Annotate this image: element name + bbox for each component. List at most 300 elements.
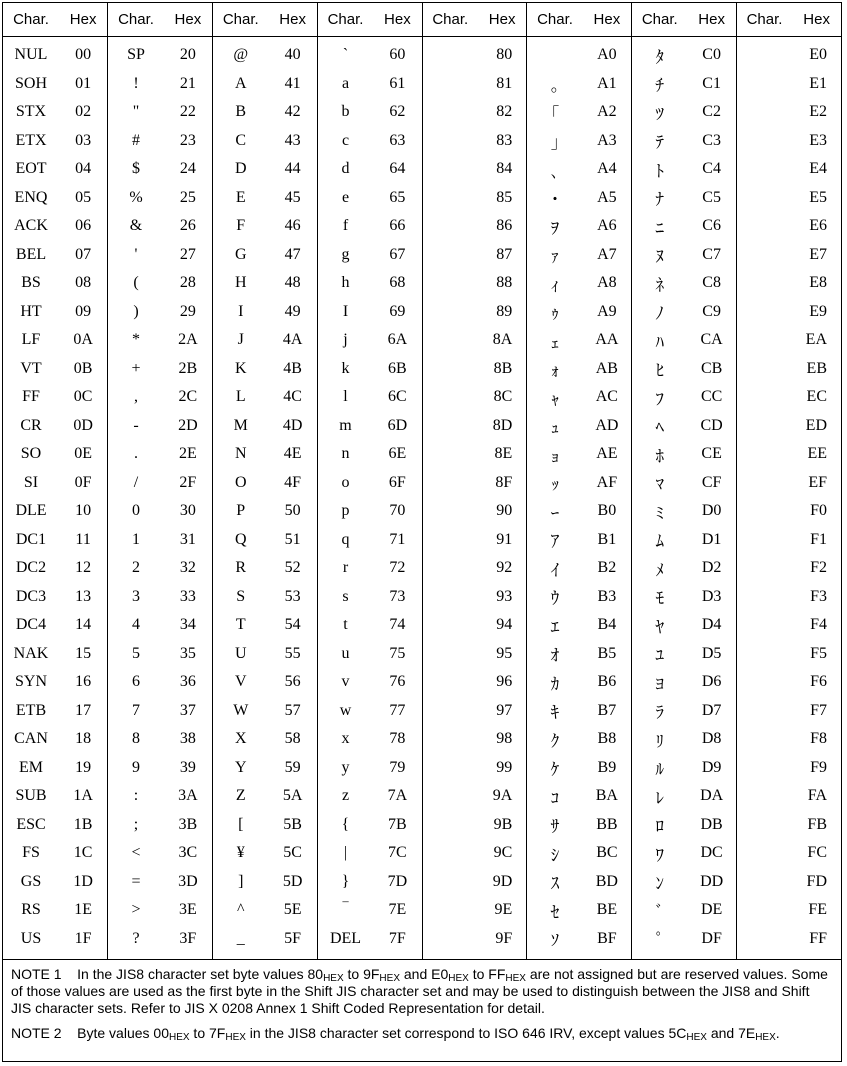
header-char: Char. <box>3 3 59 37</box>
char-cell <box>422 668 478 697</box>
char-cell <box>422 469 478 498</box>
char-cell <box>736 155 792 184</box>
hex-cell: D2 <box>688 554 737 583</box>
table-row <box>3 725 841 754</box>
hex-cell: BB <box>583 811 632 840</box>
hex-subscript: HEX <box>323 973 344 984</box>
char-cell: SYN <box>14 673 47 691</box>
char-cell: STX <box>15 103 47 121</box>
char-cell: ) <box>133 302 139 320</box>
hex-cell: B6 <box>583 668 632 697</box>
char-cell: ｩ <box>550 304 560 325</box>
hex-subscript: HEX <box>379 973 400 984</box>
char-cell <box>736 725 792 754</box>
hex-cell: 13 <box>59 583 108 612</box>
hex-cell: F9 <box>810 758 827 776</box>
hex-cell: D4 <box>688 611 737 640</box>
char-cell: ﾓ <box>655 589 664 610</box>
char-cell <box>736 697 792 726</box>
hex-cell: 36 <box>164 668 213 697</box>
char-cell: FF <box>22 388 40 406</box>
header-hex: Hex <box>269 3 318 37</box>
hex-cell: 1E <box>59 896 108 925</box>
char-cell: + <box>131 359 141 377</box>
hex-cell: B8 <box>583 725 632 754</box>
char-cell: O <box>234 473 247 491</box>
char-cell: C <box>235 131 247 149</box>
hex-cell: 7C <box>373 839 422 868</box>
hex-cell: 43 <box>269 127 318 156</box>
char-cell: J <box>237 331 244 349</box>
hex-cell: CF <box>688 469 737 498</box>
hex-cell: 67 <box>373 241 422 270</box>
char-cell: ｵ <box>550 646 560 667</box>
hex-cell: 0A <box>59 326 108 355</box>
table-row <box>3 469 841 498</box>
char-cell <box>422 868 478 897</box>
hex-cell: CD <box>688 412 737 441</box>
note-1 <box>11 966 833 1017</box>
hex-cell: 49 <box>269 298 318 327</box>
hex-cell: 74 <box>373 611 422 640</box>
table-row <box>3 383 841 412</box>
hex-cell: C4 <box>688 155 737 184</box>
note-text: . <box>775 1025 780 1041</box>
char-cell <box>422 326 478 355</box>
char-cell: : <box>133 787 139 805</box>
hex-cell: 81 <box>478 70 527 99</box>
hex-cell: AF <box>583 469 632 498</box>
char-cell: HT <box>20 302 42 320</box>
char-cell: V <box>234 673 247 691</box>
hex-cell: B4 <box>583 611 632 640</box>
hex-cell: B5 <box>583 640 632 669</box>
hex-cell: 5F <box>269 925 318 960</box>
char-cell <box>422 754 478 783</box>
hex-cell: D9 <box>688 754 737 783</box>
note-text: to 9F <box>343 966 380 982</box>
char-cell: = <box>131 872 141 890</box>
char-cell: SP <box>127 46 145 64</box>
char-cell: o <box>341 473 350 491</box>
char-cell: LF <box>21 331 41 349</box>
char-cell: I <box>238 302 244 320</box>
hex-cell: 01 <box>59 70 108 99</box>
hex-cell: CA <box>688 326 737 355</box>
hex-cell: 5E <box>269 896 318 925</box>
hex-cell: 41 <box>269 70 318 99</box>
hex-cell: F2 <box>810 559 827 577</box>
char-cell <box>422 37 478 70</box>
hex-cell: 83 <box>478 127 527 156</box>
hex-cell: 09 <box>59 298 108 327</box>
hex-cell: DC <box>688 839 737 868</box>
char-cell <box>736 469 792 498</box>
hex-subscript: HEX <box>755 1032 776 1043</box>
hex-cell: EA <box>805 331 827 349</box>
hex-cell: FC <box>807 844 827 862</box>
char-cell: . <box>134 445 138 463</box>
hex-cell: 85 <box>478 184 527 213</box>
table-body <box>3 37 841 960</box>
hex-cell: 44 <box>269 155 318 184</box>
char-cell: SOH <box>14 74 47 92</box>
header-char: Char. <box>213 3 269 37</box>
header-char: Char. <box>317 3 373 37</box>
table-row <box>3 98 841 127</box>
char-cell: SI <box>23 473 39 491</box>
char-cell: } <box>341 872 350 890</box>
hex-cell: 9C <box>478 839 527 868</box>
hex-cell: 31 <box>164 526 213 555</box>
char-cell <box>736 782 792 811</box>
hex-cell: 25 <box>164 184 213 213</box>
char-cell <box>736 611 792 640</box>
char-cell <box>422 811 478 840</box>
hex-cell: BE <box>583 896 632 925</box>
hex-cell: C0 <box>688 37 737 70</box>
hex-cell: D5 <box>688 640 737 669</box>
char-cell <box>422 440 478 469</box>
hex-cell: 17 <box>59 697 108 726</box>
hex-cell: C8 <box>688 269 737 298</box>
char-cell: ｢ <box>550 104 560 125</box>
hex-cell: 4D <box>269 412 318 441</box>
hex-cell: AD <box>583 412 632 441</box>
char-cell: ' <box>134 245 138 263</box>
header-hex: Hex <box>792 3 841 37</box>
hex-cell: 22 <box>164 98 213 127</box>
hex-cell: 58 <box>269 725 318 754</box>
char-cell <box>422 839 478 868</box>
hex-cell: F1 <box>810 530 827 548</box>
hex-cell: C7 <box>688 241 737 270</box>
hex-cell: F4 <box>810 616 827 634</box>
char-cell <box>422 298 478 327</box>
table-row <box>3 440 841 469</box>
char-cell <box>422 640 478 669</box>
char-cell <box>736 554 792 583</box>
char-cell: h <box>341 274 350 292</box>
char-cell: , <box>134 388 138 406</box>
table-row <box>3 326 841 355</box>
table-row <box>3 212 841 241</box>
char-cell: I <box>342 302 349 320</box>
hex-cell: AB <box>583 355 632 384</box>
char-cell <box>422 355 478 384</box>
char-cell: e <box>341 188 350 206</box>
char-cell: ｭ <box>550 418 560 439</box>
hex-cell: 10 <box>59 497 108 526</box>
hex-cell: 95 <box>478 640 527 669</box>
char-cell: U <box>234 644 247 662</box>
hex-cell: 5B <box>269 811 318 840</box>
char-cell: ｿ <box>550 931 560 952</box>
char-cell: 6 <box>132 673 140 691</box>
char-cell: k <box>341 359 350 377</box>
char-cell: D <box>234 160 247 178</box>
hex-cell: AE <box>583 440 632 469</box>
hex-cell: C1 <box>688 70 737 99</box>
char-cell: 2 <box>132 559 140 577</box>
char-cell: ﾂ <box>655 104 664 125</box>
char-cell <box>527 37 583 70</box>
char-cell <box>422 697 478 726</box>
header-char: Char. <box>527 3 583 37</box>
hex-cell: 50 <box>269 497 318 526</box>
char-cell: ﾅ <box>655 190 664 211</box>
char-cell: t <box>343 616 348 634</box>
char-cell: 5 <box>132 644 140 662</box>
hex-cell: 32 <box>164 554 213 583</box>
char-cell <box>422 782 478 811</box>
char-cell: ^ <box>236 901 245 919</box>
char-cell <box>736 269 792 298</box>
char-cell <box>736 127 792 156</box>
hex-cell: 6D <box>373 412 422 441</box>
hex-cell: 98 <box>478 725 527 754</box>
char-cell: ﾐ <box>655 503 664 524</box>
char-cell: SO <box>20 445 42 463</box>
char-cell <box>422 269 478 298</box>
char-cell: q <box>341 530 350 548</box>
char-cell <box>422 412 478 441</box>
hex-cell: 07 <box>59 241 108 270</box>
char-cell <box>736 583 792 612</box>
hex-cell: 1A <box>59 782 108 811</box>
char-cell: ｾ <box>550 902 560 923</box>
char-cell: ｧ <box>550 247 560 268</box>
char-cell: ﾌ <box>655 389 664 410</box>
hex-subscript: HEX <box>448 973 469 984</box>
char-cell: $ <box>132 160 140 178</box>
char-cell: v <box>341 673 350 691</box>
hex-cell: A2 <box>583 98 632 127</box>
char-cell: ﾊ <box>655 332 664 353</box>
char-cell <box>422 127 478 156</box>
hex-cell: 0E <box>59 440 108 469</box>
char-cell: ｫ <box>550 361 560 382</box>
char-cell: ﾙ <box>655 760 664 781</box>
table-row <box>3 269 841 298</box>
char-cell: K <box>234 359 247 377</box>
hex-cell: 2B <box>164 355 213 384</box>
hex-cell: 56 <box>269 668 318 697</box>
char-cell: ` <box>342 46 349 64</box>
char-cell <box>736 241 792 270</box>
hex-cell: 54 <box>269 611 318 640</box>
hex-cell: D7 <box>688 697 737 726</box>
char-cell: ｯ <box>550 475 560 496</box>
char-cell: RS <box>21 901 41 919</box>
char-cell: ･ <box>550 190 560 211</box>
char-cell: j <box>343 331 348 349</box>
char-cell: ﾚ <box>655 788 664 809</box>
table-row <box>3 70 841 99</box>
hex-cell: 08 <box>59 269 108 298</box>
hex-cell: 59 <box>269 754 318 783</box>
char-cell: ﾜ <box>655 845 664 866</box>
table-row <box>3 127 841 156</box>
hex-cell: 69 <box>373 298 422 327</box>
char-cell <box>736 440 792 469</box>
char-cell: ﾔ <box>655 617 664 638</box>
hex-cell: 61 <box>373 70 422 99</box>
header-char: Char. <box>736 3 792 37</box>
hex-cell: FB <box>807 815 827 833</box>
char-cell: 0 <box>132 502 140 520</box>
hex-cell: 06 <box>59 212 108 241</box>
hex-cell: F5 <box>810 644 827 662</box>
hex-cell: E5 <box>809 188 827 206</box>
hex-cell: 0B <box>59 355 108 384</box>
char-cell: c <box>341 131 350 149</box>
table-row <box>3 583 841 612</box>
hex-cell: FF <box>809 929 827 947</box>
char-cell <box>422 70 478 99</box>
char-cell <box>422 583 478 612</box>
hex-cell: 18 <box>59 725 108 754</box>
hex-cell: 48 <box>269 269 318 298</box>
hex-cell: ED <box>805 416 827 434</box>
hex-cell: 7A <box>373 782 422 811</box>
char-cell: ETX <box>15 131 47 149</box>
char-cell: ｰ <box>550 503 560 524</box>
hex-cell: 82 <box>478 98 527 127</box>
hex-cell: A5 <box>583 184 632 213</box>
char-cell: ｨ <box>550 275 560 296</box>
char-cell <box>736 412 792 441</box>
char-cell: BEL <box>15 245 47 263</box>
hex-cell: 0C <box>59 383 108 412</box>
hex-cell: 37 <box>164 697 213 726</box>
char-cell: ﾑ <box>655 532 664 553</box>
char-cell: NAK <box>13 644 49 662</box>
table-row <box>3 640 841 669</box>
hex-cell: 6A <box>373 326 422 355</box>
char-cell: CAN <box>14 730 48 748</box>
hex-cell: 7F <box>373 925 422 960</box>
char-cell: L <box>235 388 246 406</box>
char-cell <box>422 98 478 127</box>
char-cell: ﾏ <box>655 475 664 496</box>
table-row <box>3 184 841 213</box>
char-cell: - <box>133 416 139 434</box>
hex-cell: 77 <box>373 697 422 726</box>
char-cell: H <box>234 274 247 292</box>
hex-cell: BD <box>583 868 632 897</box>
char-cell: a <box>341 74 350 92</box>
hex-cell: 0F <box>59 469 108 498</box>
hex-cell: F6 <box>810 673 827 691</box>
header-hex: Hex <box>688 3 737 37</box>
hex-cell: D1 <box>688 526 737 555</box>
hex-cell: 15 <box>59 640 108 669</box>
note-text: Byte values 00 <box>77 1025 169 1041</box>
char-cell: ( <box>133 274 139 292</box>
hex-cell: F0 <box>810 502 827 520</box>
char-cell: 9 <box>132 758 140 776</box>
hex-cell: 9D <box>478 868 527 897</box>
char-cell: ENQ <box>14 188 48 206</box>
hex-cell: A3 <box>583 127 632 156</box>
table-row <box>3 668 841 697</box>
hex-cell: 87 <box>478 241 527 270</box>
char-cell <box>736 37 792 70</box>
hex-cell: 2D <box>164 412 213 441</box>
hex-cell: 23 <box>164 127 213 156</box>
hex-cell: BC <box>583 839 632 868</box>
hex-cell: 92 <box>478 554 527 583</box>
char-cell: 8 <box>132 730 140 748</box>
hex-cell: 84 <box>478 155 527 184</box>
hex-cell: 8A <box>478 326 527 355</box>
hex-cell: DA <box>688 782 737 811</box>
char-cell: R <box>235 559 247 577</box>
hex-cell: 72 <box>373 554 422 583</box>
char-cell: ﾉ <box>655 304 664 325</box>
table-row <box>3 37 841 70</box>
hex-cell: 90 <box>478 497 527 526</box>
note-label: NOTE 2 <box>11 1025 62 1041</box>
char-cell: ｷ <box>550 703 560 724</box>
hex-cell: E4 <box>809 160 827 178</box>
char-cell: 3 <box>132 587 140 605</box>
char-cell: ‾ <box>342 901 349 919</box>
char-cell: Y <box>234 758 247 776</box>
note-text: In the JIS8 character set byte values 80 <box>77 966 324 982</box>
table-row <box>3 611 841 640</box>
table-row <box>3 554 841 583</box>
hex-subscript: HEX <box>225 1032 246 1043</box>
char-cell: P <box>236 502 246 520</box>
hex-cell: E9 <box>809 302 827 320</box>
note-text: and E0 <box>399 966 449 982</box>
char-cell: ｴ <box>550 617 560 638</box>
hex-cell: 02 <box>59 98 108 127</box>
hex-cell: 26 <box>164 212 213 241</box>
char-cell <box>422 896 478 925</box>
table-row <box>3 839 841 868</box>
char-cell: ﾕ <box>655 646 664 667</box>
char-cell: [ <box>238 815 244 833</box>
char-cell <box>422 497 478 526</box>
hex-cell: 3D <box>164 868 213 897</box>
char-cell <box>422 155 478 184</box>
hex-cell: 71 <box>373 526 422 555</box>
char-cell: ? <box>132 929 140 947</box>
hex-cell: 88 <box>478 269 527 298</box>
char-cell: > <box>131 901 141 919</box>
hex-cell: E3 <box>809 131 827 149</box>
char-cell: ｦ <box>550 218 560 239</box>
hex-cell: DD <box>688 868 737 897</box>
char-cell: DLE <box>15 502 47 520</box>
table-row <box>3 298 841 327</box>
table-row <box>3 925 841 960</box>
hex-cell: D6 <box>688 668 737 697</box>
hex-cell: DF <box>688 925 737 960</box>
char-cell: E <box>235 188 246 206</box>
char-cell <box>422 925 478 960</box>
char-cell: & <box>129 217 143 235</box>
char-cell: ﾍ <box>655 418 664 439</box>
hex-cell: 9E <box>478 896 527 925</box>
char-cell: Q <box>234 530 247 548</box>
char-cell: ETB <box>15 701 47 719</box>
hex-cell: 64 <box>373 155 422 184</box>
char-cell: FS <box>22 844 40 862</box>
